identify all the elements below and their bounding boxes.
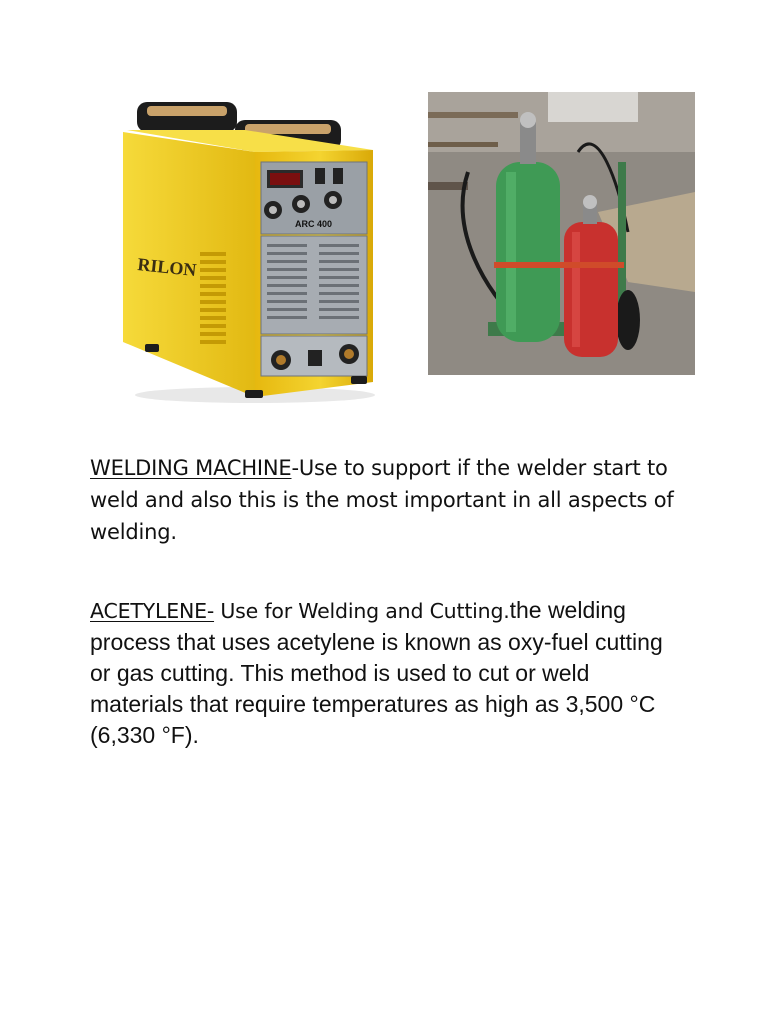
gas-cylinder-cart-icon bbox=[428, 92, 695, 375]
welding-machine-description: -Use to support if the welder start to weld and also this is the most important in all aspects of welding. bbox=[90, 456, 674, 544]
machine-brand: RILON bbox=[136, 254, 198, 281]
welding-machine-icon bbox=[105, 92, 390, 407]
acetylene-term: ACETYLENE- bbox=[90, 599, 215, 623]
acetylene-paragraph bbox=[90, 595, 680, 751]
machine-model: ARC 400 bbox=[295, 219, 333, 229]
acetylene-lead: Use for Welding and Cutting. bbox=[214, 599, 510, 623]
welding-machine-term: WELDING MACHINE bbox=[90, 456, 292, 480]
gas-cylinder-image bbox=[428, 92, 695, 375]
acetylene-description: the welding process that uses acetylene is known as oxy-fuel cutting or gas cutting. This method is used to cut or weld materials that require temperatures as high as 3,500 °C (6,330 °F). bbox=[90, 597, 663, 748]
welding-machine-paragraph bbox=[90, 452, 680, 548]
welding-machine-image bbox=[105, 92, 390, 407]
